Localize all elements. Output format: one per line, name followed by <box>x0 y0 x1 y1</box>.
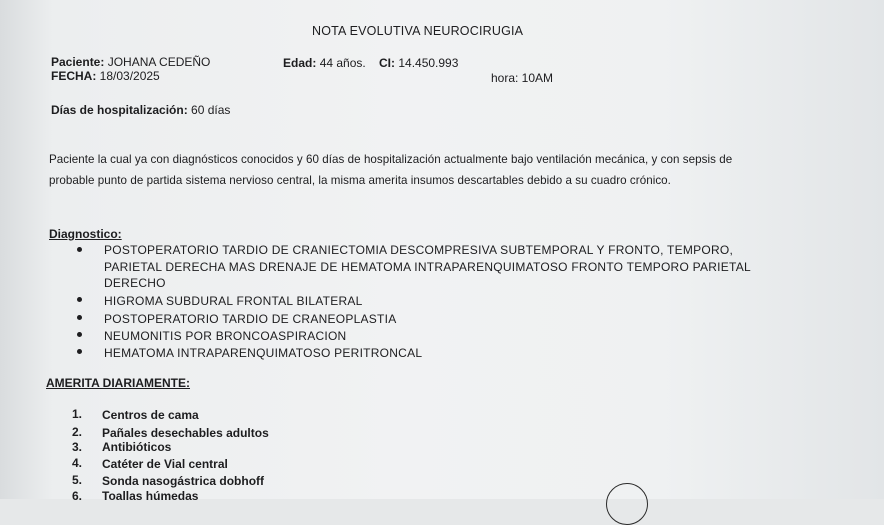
diagnosis-4: NEUMONITIS POR BRONCOASPIRACION <box>104 329 347 343</box>
diagnosis-1-line-1: POSTOPERATORIO TARDIO DE CRANIECTOMIA DESCOMPRESIVA SUBTEMPORAL Y FRONTO, TEMPORO, <box>104 243 734 257</box>
supply-item: Sonda nasogástrica dobhoff <box>102 474 265 488</box>
bullet-icon <box>77 297 82 302</box>
patient-line <box>51 55 210 69</box>
diagnosis-3: POSTOPERATORIO TARDIO DE CRANEOPLASTIA <box>104 312 397 326</box>
diagnosis-5: HEMATOMA INTRAPARENQUIMATOSO PERITRONCAL <box>104 346 423 360</box>
document-title: NOTA EVOLUTIVA NEUROCIRUGIA <box>312 24 524 38</box>
supply-item: Centros de cama <box>102 408 199 422</box>
supply-number: 5. <box>72 473 83 487</box>
hospitalization-value: 60 días <box>191 103 231 117</box>
supply-number: 1. <box>72 407 83 421</box>
supply-item: Pañales desechables adultos <box>102 426 269 440</box>
time-value: hora: 10AM <box>491 71 554 85</box>
supply-number: 6. <box>72 489 83 503</box>
supply-number: 2. <box>72 425 83 439</box>
age-line <box>283 56 366 70</box>
bullet-icon <box>77 332 82 337</box>
supply-item: Antibióticos <box>102 440 172 454</box>
supply-number: 3. <box>72 440 83 454</box>
ci-line <box>379 56 458 70</box>
age-value: 44 años. <box>319 56 366 70</box>
paragraph-line-2: probable punto de partida sistema nervioso central, la misma amerita insumos descartables debido a su cuadro crónico. <box>49 174 671 187</box>
ci-label: CI: <box>379 56 395 70</box>
bullet-icon <box>77 315 82 320</box>
date-label: FECHA: <box>51 69 97 83</box>
patient-name: JOHANA CEDEÑO <box>107 55 211 69</box>
bullet-icon <box>77 247 82 252</box>
date-value: 18/03/2025 <box>99 69 160 83</box>
age-label: Edad: <box>283 56 317 70</box>
bullet-icon <box>77 349 82 354</box>
handwritten-circle-mark <box>606 483 648 525</box>
supply-item: Catéter de Vial central <box>102 457 228 471</box>
diagnosis-1-line-2: PARIETAL DERECHA MAS DRENAJE DE HEMATOMA INTRAPARENQUIMATOSO FRONTO TEMPORO PARIETAL <box>104 260 751 274</box>
hospitalization-label: Días de hospitalización: <box>51 103 188 117</box>
ci-value: 14.450.993 <box>398 56 459 70</box>
amerita-heading: AMERITA DIARIAMENTE: <box>46 376 190 390</box>
hospitalization-line <box>51 103 230 117</box>
diagnosis-1-line-3: DERECHO <box>104 276 166 290</box>
paragraph-line-1: Paciente la cual ya con diagnósticos conocidos y 60 días de hospitalización actualmente bajo ventilación mecánica, y con sepsis de <box>49 153 733 166</box>
supply-number: 4. <box>72 456 83 470</box>
supply-item: Toallas húmedas <box>102 489 199 503</box>
diagnosis-heading: Diagnostico: <box>49 227 122 241</box>
date-line <box>51 69 160 83</box>
diagnosis-2: HIGROMA SUBDURAL FRONTAL BILATERAL <box>104 294 363 308</box>
patient-label: Paciente: <box>51 55 105 69</box>
